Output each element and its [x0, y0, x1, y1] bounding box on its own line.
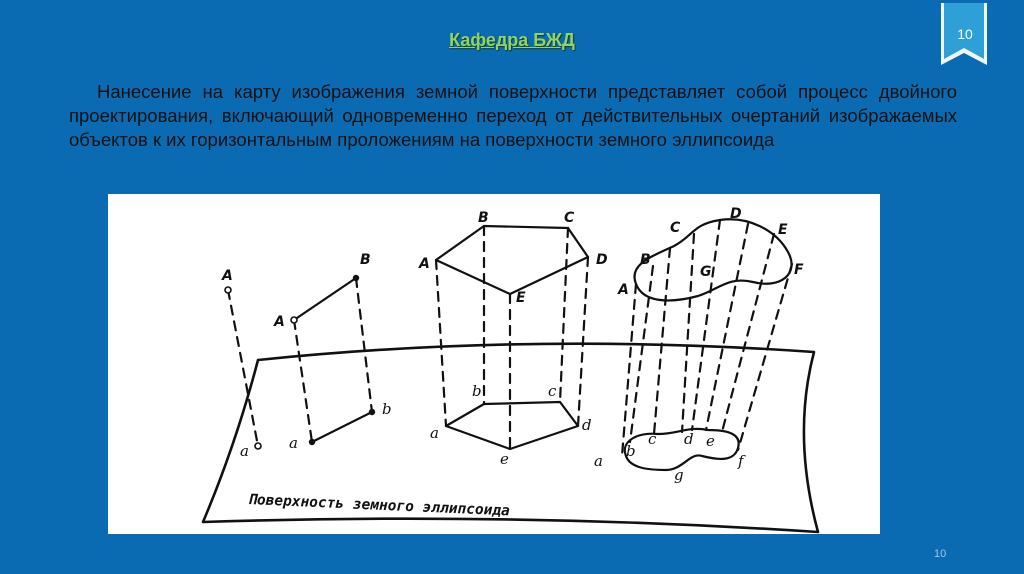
- slide-title: Кафедра БЖД: [449, 30, 575, 50]
- label-curve-upper-d: D: [730, 206, 742, 222]
- label-curve-upper-a: A: [618, 282, 629, 298]
- point-markers: [225, 287, 297, 449]
- label-curve-upper-g: G: [700, 264, 712, 280]
- projection-figure: [108, 194, 880, 534]
- label-pentagon-lower-b: b: [472, 382, 482, 400]
- label-pentagon-lower-c: c: [548, 382, 557, 400]
- label-pentagon-lower-a: a: [430, 424, 439, 442]
- label-curve-upper-c: C: [670, 220, 681, 236]
- pentagon-projections: [436, 226, 588, 449]
- label-pentagon-upper-b: B: [478, 210, 489, 226]
- label-segment-lower-a: a: [289, 434, 298, 452]
- label-pentagon-lower-e: e: [500, 450, 509, 468]
- label-pentagon-upper-c: C: [564, 210, 575, 226]
- label-segment-lower-b: b: [382, 400, 392, 418]
- segment-upper: [294, 278, 356, 320]
- page-badge-number: 10: [957, 26, 973, 42]
- label-curve-lower-d: d: [684, 430, 694, 448]
- segment-lower: [312, 412, 372, 442]
- label-curve-lower-f: f: [738, 452, 744, 470]
- curve-upper: [634, 219, 791, 300]
- label-curve-lower-a: a: [594, 452, 603, 470]
- body-paragraph: Нанесение на карту изображения земной поверхности представляет собой процесс двойного проектирования, включающий одновременно переход от действительных очертаний изображаемых объектов к их горизонтальным проложениям на поверхности земного эллипсоида: [69, 81, 957, 150]
- surface-caption: Поверхность земного эллипсоида: [247, 492, 511, 520]
- label-segment-upper-b: B: [360, 252, 371, 268]
- label-pentagon-upper-d: D: [596, 252, 608, 268]
- segment-projection-a: [294, 320, 312, 442]
- page-number: 10: [934, 548, 947, 560]
- point-projection-line: [228, 290, 258, 446]
- label-pentagon-upper-e: E: [516, 290, 526, 306]
- label-curve-lower-g: g: [674, 466, 684, 484]
- label-point-lower: a: [240, 442, 249, 460]
- label-curve-upper-b: B: [640, 252, 651, 268]
- segment-projection-b: [356, 278, 372, 412]
- label-point-upper: A: [222, 268, 233, 284]
- curve-lower: [625, 429, 739, 470]
- label-curve-lower-e: e: [706, 432, 715, 450]
- label-segment-upper-a: A: [274, 314, 285, 330]
- label-curve-lower-b: b: [626, 442, 636, 460]
- label-curve-lower-c: c: [648, 430, 657, 448]
- label-pentagon-upper-a: A: [419, 256, 430, 272]
- label-pentagon-lower-d: d: [582, 416, 592, 434]
- pentagon-lower: [446, 402, 578, 449]
- label-curve-upper-e: E: [778, 222, 788, 238]
- label-curve-upper-f: F: [794, 262, 804, 278]
